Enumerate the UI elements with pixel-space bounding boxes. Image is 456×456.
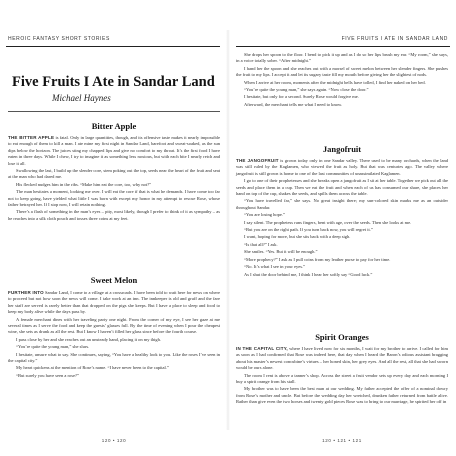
paragraph: I say silent. The prophetess runs fingers, bent with age, over the seeds. Then she looks at me. [244, 219, 412, 225]
section-body-bitter-apple [8, 135, 220, 223]
paragraph: There’s a flash of something in the man’s eyes – pity, most likely, though I prefer to think of it as sympathy – as he reaches into a silk cloth pouch and tosses three coins at my feet. [8, 209, 220, 221]
paragraph: “You are losing hope.” [244, 212, 286, 218]
paragraph: I go to one of their prophetesses and she breaks open a jangofruit as I sit at her table. Together we pick out all the seeds and place them in a cup. Then we eat the fruit and when each of us has consumed our share, she places her hand on top of the cup, shakes the seeds, and spills them across the table. [236, 178, 448, 197]
section-title-spirit-oranges: Spirit Oranges [315, 332, 369, 342]
paragraph: “No. It’s what I see in your eyes.” [244, 264, 306, 270]
section-title-jangofruit: Jangofruit [322, 144, 362, 154]
paragraph: His flecked nudges him in the ribs. “Make him eat the core, too, why not?” [16, 181, 152, 187]
section-body-jangofruit [236, 158, 448, 279]
paragraph [8, 290, 220, 316]
paragraph-text: where I have lived now for six months, I wait for my brother to arrive. I called for him as soon as I had confirmed that Rose was indeed here, that day when I heard the Baron’s odious assistant bragging about his master’s newest concubine’s virtues – her honed skin, her grey eyes. And all the rest, all that she had sworn would be ours alone. [236, 346, 449, 371]
intro-body [236, 52, 448, 109]
paragraph: The man hesitates a moment, looking me over. I will eat the core if that is what he demands. I have come too far not to keep going, have yielded what little I was born with except my honor in my attempt to rescue Rose, whose father betrayed her. If I stop now, I will retain nothing. [8, 189, 220, 208]
paragraph: Swallowing the last, I build up the slender core, stem poking out the top, seeds near the heart of the fruit and seat at the man who had dared me. [8, 168, 220, 180]
running-head-right: FIVE FRUITS I ATE IN SANDAR LAND [341, 36, 448, 42]
paragraph: Afterward, the merchant tells me what I need to know. [244, 101, 343, 107]
paragraph: When I arrive at her room, moments after the midnight bells have tolled, I find her naked on her bed. [244, 79, 426, 85]
paragraph-text: is fatal. Only in large quantities, though, and its offensive taste makes it nearly impossible to eat enough of them to kill a man. I ate mine my first night in Sandar Land, barefoot and sweat-soaked, as the sun dips below the horizon. The juices sting my chapped lips and give no comfort to my throat. It’s the first food I have eaten in three days. While I chew, I try to imagine it as something less noxious, but with each bite I nearly retch and lose it all. [8, 135, 220, 166]
paragraph [8, 135, 220, 167]
section-title-bitter-apple: Bitter Apple [91, 121, 137, 131]
paragraph [236, 346, 448, 372]
paragraph: My heart quickens at the mention of Rose’s name. “I have never been to the capital.” [16, 365, 169, 371]
paragraph: “You have travelled far,” she says. No great insight there; my sun-colored skin marks me as an outsider throughout Sandar. [236, 198, 448, 210]
story-author: Michael Haynes [52, 93, 111, 103]
section-body-sweet-melon [8, 290, 220, 380]
paragraph: As I shut the door behind me, I think I hear her softly say “Good luck.” [244, 271, 373, 277]
paragraph: “You’re quite the young man,” she says again. “Now close the door.” [244, 87, 369, 93]
paragraph: “More prophecy?” I ask as I pull coins from my leather purse to pay for her time. [244, 256, 391, 262]
paragraph: My brother was to have been the best man at our wedding. My father accepted the offer of a nominal dowry from Rose’s mother and uncle. But before the wedding day her wretched, drunken father returned from battle alive. Rather than give even the two horses and twenty gold pieces Rose was to bring to our marriage, he spirited her off in [236, 386, 448, 405]
section-body-spirit-oranges [236, 346, 448, 407]
paragraph: A female merchant dines with her traveling party one night. From the corner of my eye, I see her gaze at me several times as I serve the food and keep the guests’ glasses full. By the time of evening when I pour the cheapest wine, she sets as drunk as all the rest. But I know I haven’t filled her glass since before the fourth course. [8, 316, 220, 335]
paragraph: I pass close by her and she reaches out an unsteady hand, placing it on my thigh. [16, 336, 161, 342]
lead-in: THE JANGOFRUIT [236, 158, 279, 163]
paragraph: I hesitate, but only for a second. Surely Rose would forgive me. [244, 94, 359, 100]
lead-in: FURTHER INTO [8, 290, 44, 295]
paragraph [236, 158, 448, 177]
paragraph: The room I rent is above a tanner’s shop. Across the street a fruit vendor sets up every day and each morning I buy a spirit orange from his stall. [236, 372, 448, 385]
paragraph: I want, hoping for more, but she sits back with a deep sigh. [244, 234, 351, 240]
section-title-sweet-melon: Sweet Melon [90, 275, 138, 285]
paragraph: I hand her the spoon and she reaches out with a morsel of sweet melon between her slender fingers. She pushes the fruit to my lips. I accept it and let its sugary taste fill my mouth before giving her the slightest of nods. [236, 65, 448, 78]
paragraph: She smiles. “Yes. But it will be enough.” [244, 249, 318, 255]
paragraph-text: Sandar Land, I come to a village at a crossroads. I have been told to wait here for news on where to proceed but not how soon the news will come. I take work at an inn. The innkeeper is old and gruff and the fare her staff are served is rarely better than that dropped on the pigs she keeps. But I have a place to sleep and food to keep my body alive while the days pass by. [8, 290, 220, 315]
header-rule-left [6, 46, 220, 47]
paragraph: “Is that all?” I ask. [244, 241, 278, 247]
paragraph: “But you are on the right path. If you turn back now, you will regret it.” [244, 227, 373, 233]
header-rule-right [236, 46, 450, 47]
paragraph: I hesitate, unsure what to say. She continues, saying, “You have a healthy look to you. Like the roses I’ve seen in the capital city.” [8, 351, 220, 364]
paragraph: She drops her spoon to the floor. I bend to pick it up and as I do so her lips brush my ear. “My room,” she says, in a voice totally sober. “After midnight.” [236, 52, 448, 64]
lead-in: THE BITTER APPLE [8, 135, 55, 140]
story-title: Five Fruits I Ate in Sandar Land [12, 74, 215, 90]
title-rule [8, 111, 220, 112]
paragraph-text: is grown today only in one Sandar valley. There used to be many orchards, when the land was still ruled by the Kaglamen, who viewed the fruit as holy. But that was centuries ago. The valley where jangofruit is still grown is home to one of the last communities of unassimilated Kaglamen. [236, 158, 448, 176]
right-page [228, 0, 456, 456]
page-number-right: 120 • 121 • 121 [322, 438, 362, 443]
lead-in: IN THE CAPITAL CITY, [236, 346, 288, 351]
page-number-left: 120 • 120 [101, 438, 127, 443]
running-head-left: HEROIC FANTASY SHORT STORIES [8, 36, 110, 42]
paragraph: “But surely you have seen a rose?” [16, 372, 79, 378]
paragraph: “You’re quite the young man,” she slurs. [16, 344, 90, 350]
